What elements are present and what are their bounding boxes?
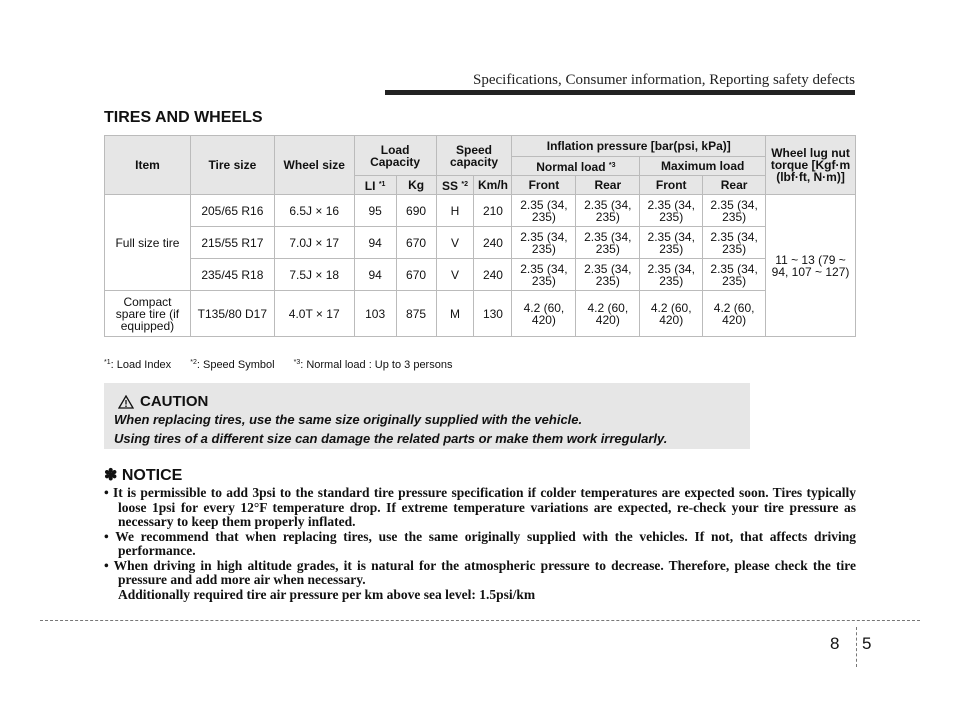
tire-size-cell: T135/80 D17	[190, 291, 274, 337]
caution-line-1: When replacing tires, use the same size originally supplied with the vehicle.	[114, 412, 583, 427]
ss-cell: H	[436, 195, 474, 227]
tire-spec-table	[104, 135, 856, 337]
pressure-cell: 2.35 (34, 235)	[576, 259, 640, 291]
header-tire-size: Tire size	[190, 136, 274, 195]
kmh-cell: 210	[474, 195, 512, 227]
caution-line-2: Using tires of a different size can damage the related parts or make them work irregularly.	[114, 431, 668, 446]
caution-heading	[118, 393, 208, 410]
legend-normal-load: $^{*3}$: Normal load : Up to 3 persons	[293, 359, 453, 371]
header-ss: SS $^{*2}$	[436, 176, 474, 195]
wheel-size-cell: 6.5J × 16	[274, 195, 354, 227]
kmh-cell: 240	[474, 227, 512, 259]
ss-cell: V	[436, 227, 474, 259]
pressure-cell: 4.2 (60, 420)	[512, 291, 576, 337]
header-normal-rear: Rear	[576, 176, 640, 195]
table-row	[105, 227, 856, 259]
section-header: Specifications, Consumer information, Reporting safety defects	[473, 72, 855, 88]
header-kmh: Km/h	[474, 176, 512, 195]
kg-cell: 690	[396, 195, 436, 227]
footer-divider	[40, 620, 920, 621]
chapter-number: 8	[830, 634, 840, 653]
kmh-cell: 130	[474, 291, 512, 337]
li-cell: 103	[354, 291, 396, 337]
kg-cell: 670	[396, 227, 436, 259]
pressure-cell: 2.35 (34, 235)	[703, 227, 766, 259]
tire-size-cell: 205/65 R16	[190, 195, 274, 227]
list-item: • It is permissible to add 3psi to the standard tire pressure specification if colder temperatures are expected soon. Tires typically loose 1psi for every 12°F temperature drop. If extreme temperature variations are expected, re-check your tire pressure as necessary to keep them properly inflated.	[104, 485, 856, 529]
kg-cell: 670	[396, 259, 436, 291]
pressure-cell: 2.35 (34, 235)	[640, 195, 703, 227]
page-number: 5	[862, 634, 872, 653]
list-item: • We recommend that when replacing tires, use the same originally supplied with the vehicles. If not, that affects driving performance.	[104, 528, 856, 558]
li-footnote-mark: *1	[378, 180, 386, 188]
pressure-cell: 2.35 (34, 235)	[512, 259, 576, 291]
tire-size-cell: 215/55 R17	[190, 227, 274, 259]
header-li: LI $^{*1}$	[354, 176, 396, 195]
header-wheel-lug-torque: Wheel lug nut torque [Kgf·m (lbf·ft, N·m)]	[766, 136, 856, 195]
header-kg: Kg	[396, 176, 436, 195]
notice-title: NOTICE	[121, 467, 183, 484]
legend-speed-symbol: $^{*2}$: Speed Symbol	[190, 359, 275, 371]
header-speed-capacity: Speed capacity	[436, 136, 512, 176]
li-cell: 94	[354, 259, 396, 291]
li-cell: 95	[354, 195, 396, 227]
ss-cell: V	[436, 259, 474, 291]
wheel-size-cell: 4.0T × 17	[274, 291, 354, 337]
kg-cell: 875	[396, 291, 436, 337]
table-row	[105, 259, 856, 291]
li-cell: 94	[354, 227, 396, 259]
pressure-cell: 2.35 (34, 235)	[640, 227, 703, 259]
header-max-front: Front	[640, 176, 703, 195]
notice-list	[104, 486, 856, 602]
list-item: • When driving in high altitude grades, it is natural for the atmospheric pressure to decrease. Therefore, please check the tire pressure and add more air when necessary.	[104, 557, 856, 587]
kmh-cell: 240	[474, 259, 512, 291]
header-normal-load: Normal load $^{*3}$	[512, 157, 640, 176]
header-item: Item	[105, 136, 191, 195]
wheel-size-cell: 7.5J × 18	[274, 259, 354, 291]
header-inflation-pressure: Inflation pressure [bar(psi, kPa)]	[512, 136, 766, 157]
pressure-cell: 2.35 (34, 235)	[512, 227, 576, 259]
pressure-cell: 2.35 (34, 235)	[640, 259, 703, 291]
footnote-legend	[104, 359, 468, 371]
pressure-cell: 4.2 (60, 420)	[576, 291, 640, 337]
pressure-cell: 2.35 (34, 235)	[576, 195, 640, 227]
caution-box	[104, 383, 750, 449]
ss-footnote-mark: *2	[461, 180, 468, 188]
page-title: TIRES AND WHEELS	[104, 109, 263, 126]
table-row	[105, 291, 856, 337]
header-max-rear: Rear	[703, 176, 766, 195]
pressure-cell: 2.35 (34, 235)	[576, 227, 640, 259]
header-normal-front: Front	[512, 176, 576, 195]
torque-value: 11 ~ 13 (79 ~ 94, 107 ~ 127)	[766, 195, 856, 337]
page-number-divider	[856, 627, 857, 667]
notice-extra-line: Additionally required tire air pressure per km above sea level: 1.5psi/km	[118, 586, 536, 602]
wheel-size-cell: 7.0J × 17	[274, 227, 354, 259]
warning-triangle-icon	[118, 395, 134, 409]
header-bar	[385, 90, 855, 95]
pressure-cell: 2.35 (34, 235)	[703, 259, 766, 291]
header-load-capacity: Load Capacity	[354, 136, 436, 176]
tire-size-cell: 235/45 R18	[190, 259, 274, 291]
caution-title: CAUTION	[140, 393, 209, 410]
pressure-cell: 2.35 (34, 235)	[512, 195, 576, 227]
pressure-cell: 4.2 (60, 420)	[703, 291, 766, 337]
notice-star-icon: ✽	[104, 467, 118, 484]
table-row	[105, 195, 856, 227]
compact-spare-label: Compact spare tire (if equipped)	[105, 291, 191, 337]
notice-heading	[104, 465, 182, 485]
pressure-cell: 4.2 (60, 420)	[640, 291, 703, 337]
pressure-cell: 2.35 (34, 235)	[703, 195, 766, 227]
header-maximum-load: Maximum load	[640, 157, 766, 176]
legend-load-index: $^{*1}$: Load Index	[104, 359, 172, 371]
header-wheel-size: Wheel size	[274, 136, 354, 195]
ss-cell: M	[436, 291, 474, 337]
normal-load-footnote-mark: *3	[608, 161, 616, 169]
full-size-tire-label: Full size tire	[105, 195, 191, 291]
